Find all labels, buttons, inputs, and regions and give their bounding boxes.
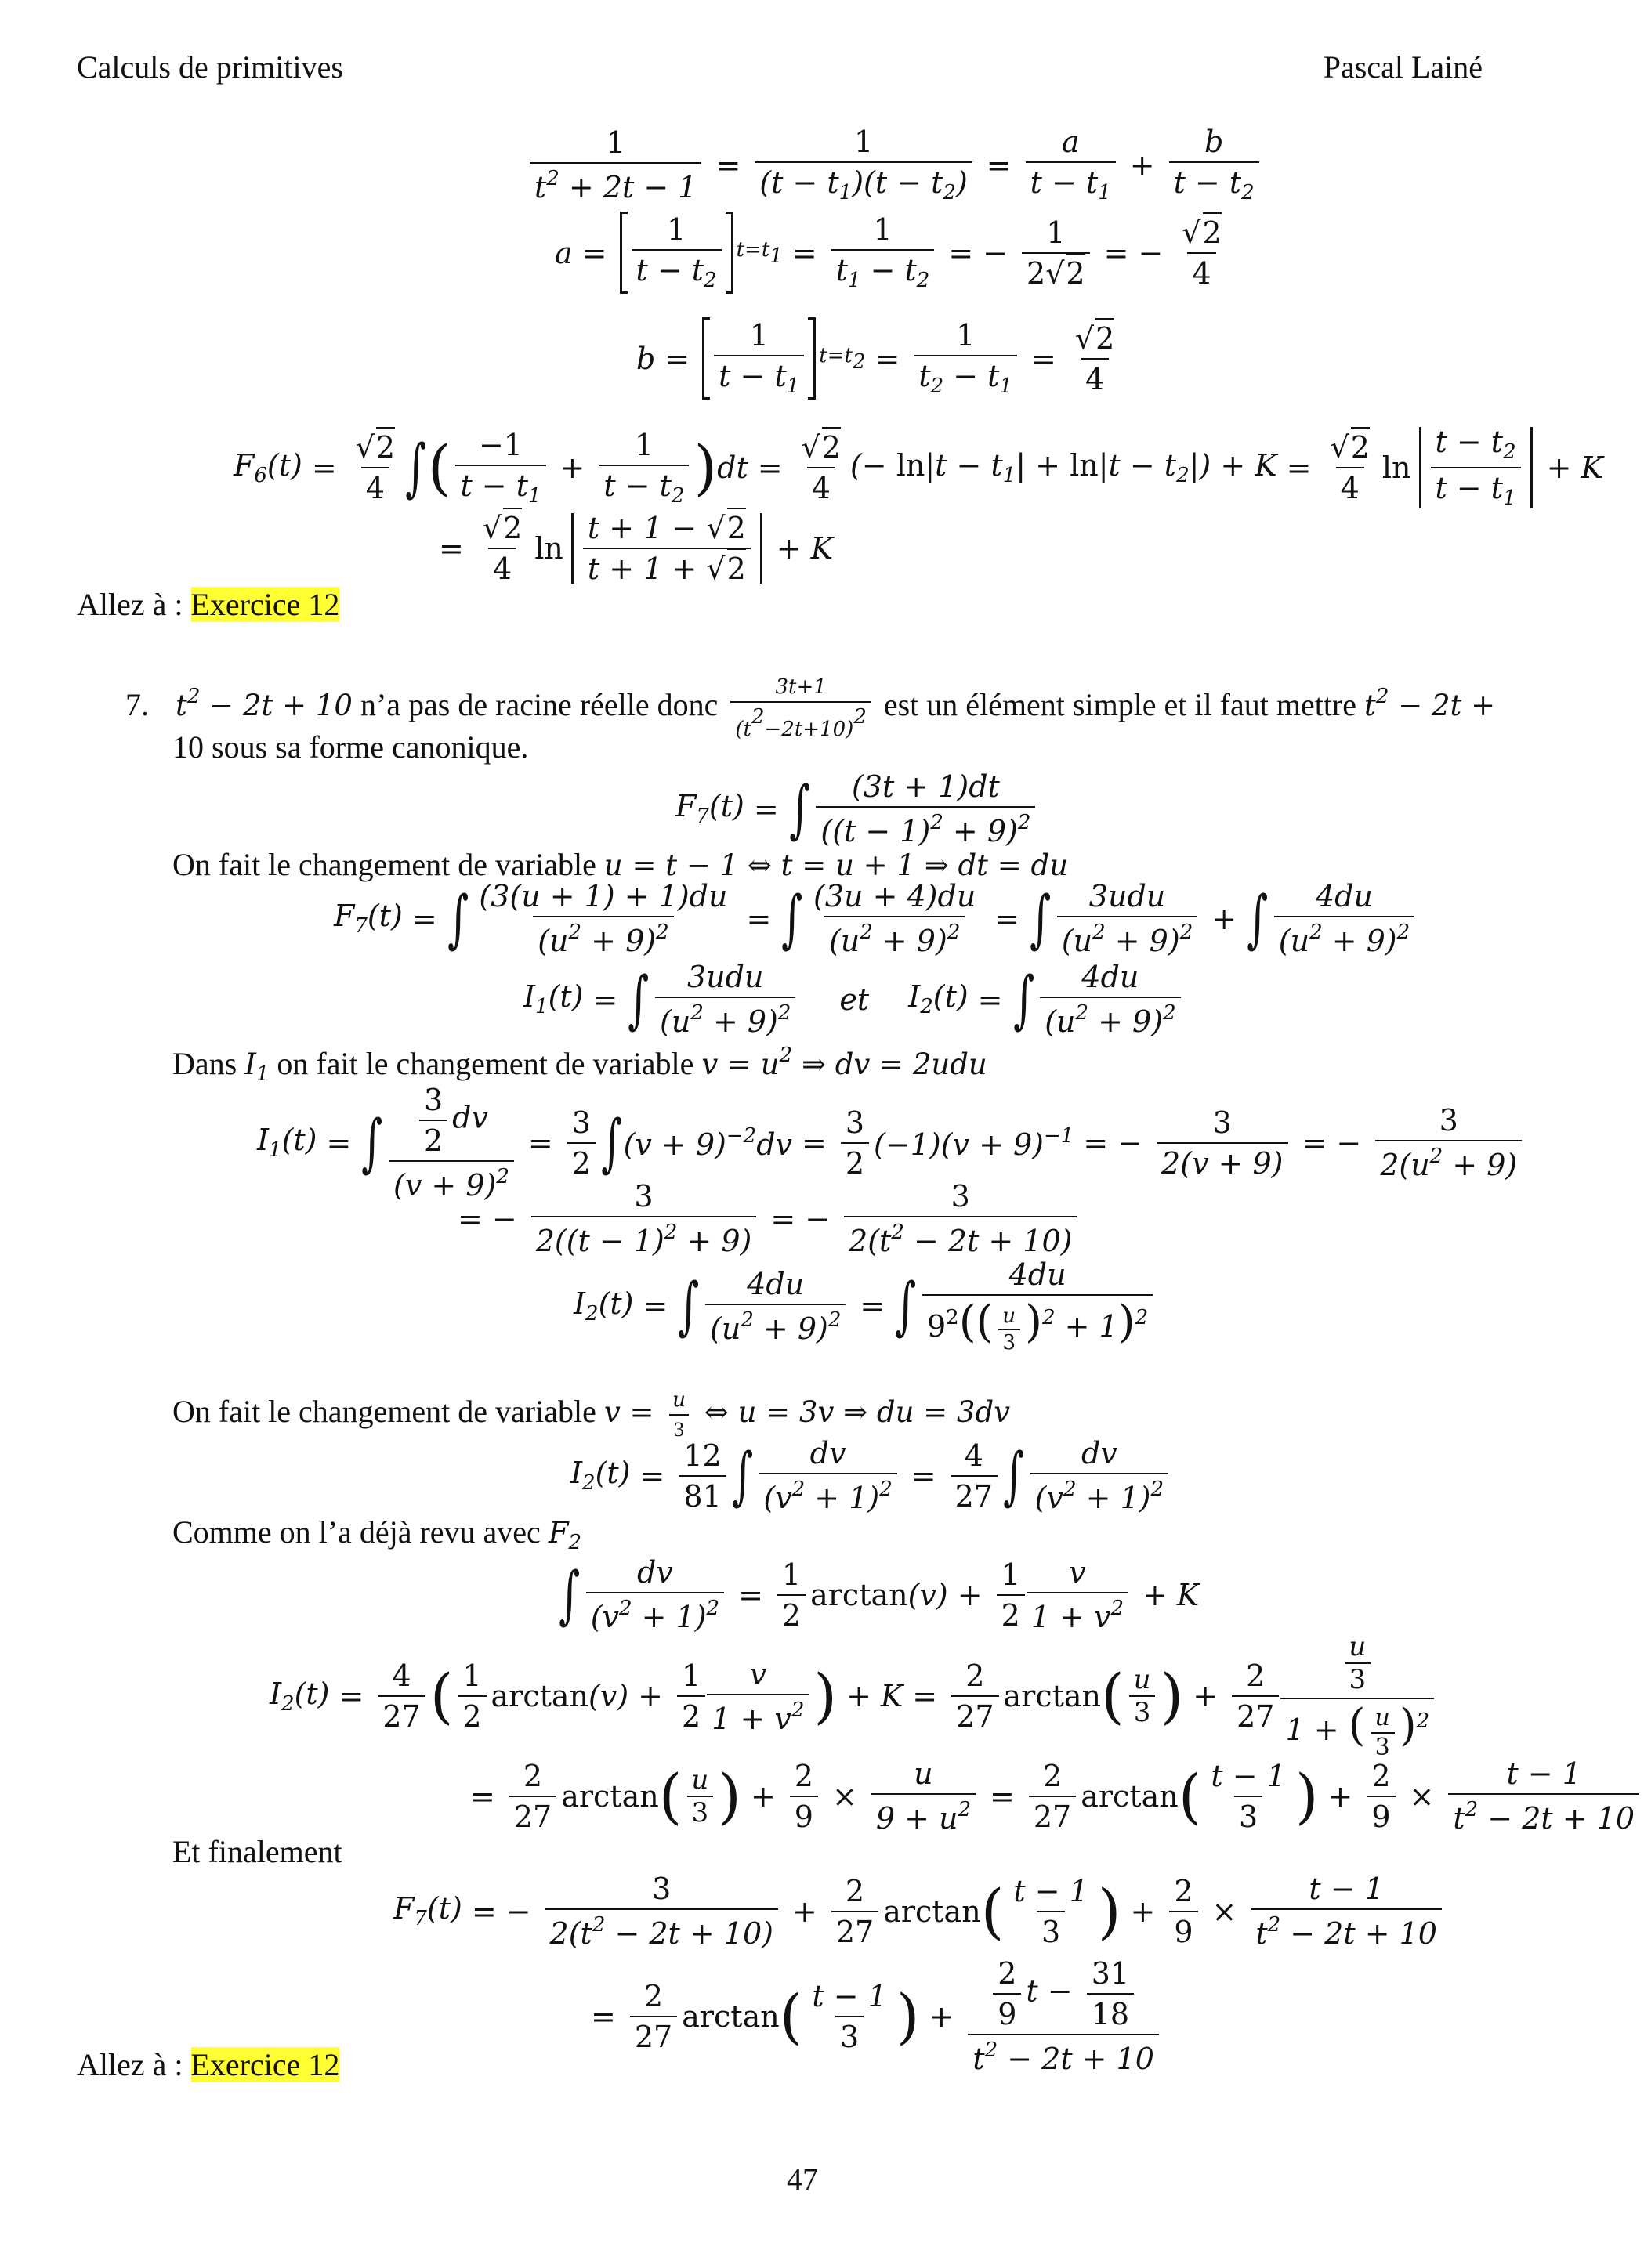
allez-label: Allez à :	[77, 587, 191, 622]
change-variable-1-label: On fait le changement de variable	[172, 847, 604, 882]
change-variable-2-label: On fait le changement de variable	[172, 1394, 604, 1430]
equation-i1: $I_1(t)$ = ∫ $\frac{3}{2}$ dv $(v + 9)^2$ = $\frac{3}{2}$ ∫ $(v + 9)^{-2}dv$ = $\frac{3}{2}$ $(-1)(v + 9)^{-1}$ = − $\frac{3}{2(v + 9)}$ = − $\frac{3}{2(u^2 + 9)}$	[257, 1085, 1526, 1200]
item7-text-b: est un élément simple et il faut mettre	[883, 687, 1365, 723]
comme-label: Comme on l’a déjà revu avec	[172, 1514, 549, 1550]
dans-label: Dans	[172, 1046, 245, 1081]
equation-i2-result: $I_2(t)$ = $\frac{4}{27}$ ( $\frac{1}{2}$ arctan(v) + $\frac{1}{2}$ $\frac{v}{1 + v^2}$ ) + K = $\frac{2}{27}$ arctan ( $\frac{u}{3}$ ) + $\frac{2}{27}$ $\frac{u}{3}$ 1 + ( $\frac{u}{3}$ )$^2$	[270, 1633, 1439, 1760]
finalement-line: Et finalement	[172, 1834, 342, 1869]
change-variable-1: On fait le changement de variable u = t − 1 ⇔ t = u + 1 ⇒ dt = du	[172, 847, 1069, 882]
item7-line2: 10 sous sa forme canonique.	[172, 729, 529, 765]
equation-f6: $F_6(t)$ = $\frac{√2}{4}$ ∫ ( $\frac{-1}{t - t_1}$ + $\frac{1}{t - t_2}$ ) dt = $\frac{√2}{4}$ (− $\ln|t - t_1| + \ln|t - t_2|) + K$ = $\frac{√2}{4}$ ln $\frac{t - t_2}{t - t_1}$ + K	[234, 425, 1603, 510]
header-author: Pascal Lainé	[1323, 49, 1483, 85]
item7-text-a: n’a pas de racine réelle donc	[352, 687, 726, 723]
equation-i2: $I_2(t)$ = ∫ $\frac{4du}{(u^2 + 9)^2}$ = ∫ 4du $9^2$(( $\frac{u}{3}$ )$^2$ + 1)$^2$	[574, 1260, 1157, 1353]
dans-i1-line: Dans $I_1$ on fait le changement de variable $v = u^2$ ⇒ dv = 2udu	[172, 1044, 987, 1086]
dans-label-b: on fait le changement de variable	[269, 1046, 702, 1081]
equation-i2-simplified: = $\frac{2}{27}$ arctan ( $\frac{u}{3}$ ) + $\frac{2}{9}$ × $\frac{u}{9 + u^2}$ = $\frac{2}{27}$ arctan ( $\frac{t - 1}{3}$ ) + $\frac{2}{9}$ × $\frac{t - 1}{t^2 - 2t + 10}$	[461, 1759, 1644, 1833]
equation-partial-fractions: $\frac{1}{t^2 + 2t - 1}$ = $\frac{1}{(t - t_1)(t - t_2)}$ = $\frac{a}{t - t_1}$ + $\frac{b}{t - t_2}$	[525, 127, 1264, 203]
equation-i1-i2-def: $I_1(t)$ = ∫ $\frac{\text{3udu}}{(u^2 + 9)^2}$ et $I_2(t)$ = ∫ $\frac{4du}{(u^2 + 9)^2}$	[523, 962, 1186, 1036]
allez-label: Allez à :	[77, 2047, 191, 2082]
header-title: Calculs de primitives	[77, 49, 343, 85]
equation-f7-final: = $\frac{2}{27}$ arctan ( $\frac{t - 1}{3}$ ) + $\frac{2}{9}$ t − $\frac{31}{18}$ $t^2 - 2t + 10$	[581, 1959, 1164, 2074]
equation-f2-recall: ∫ $\frac{dv}{(v^2 + 1)^2}$ = $\frac{1}{2}$ arctan(v) + $\frac{1}{2}$ $\frac{v}{1 + v^2}$ + K	[559, 1555, 1200, 1634]
allez-line-2	[77, 2046, 339, 2083]
item7-number: 7.	[125, 687, 149, 723]
page-number: 47	[787, 2161, 818, 2197]
item7-line1: 7. $t^2 - 2t + 10$ n’a pas de racine réelle donc $\frac{3t+1}{(t^2-2t+10)^2}$ est un élément simple et il faut mettre $t^2 - 2t$ +	[125, 675, 1496, 741]
exercise-12-link[interactable]: Exercice 12	[190, 587, 340, 622]
change-variable-2: On fait le changement de variable v = $\frac{u}{3}$ ⇔ u = 3v ⇒ du = 3dv	[172, 1388, 1011, 1441]
equation-i1-t: = − $\frac{3}{2((t - 1)^2 + 9)}$ = − $\frac{3}{2(t^2 - 2t + 10)}$	[448, 1181, 1081, 1256]
allez-line-1	[77, 586, 339, 623]
equation-coefficient-b: b = $\frac{1}{t - t_1}$ $t=t_2$ = $\frac{1}{t_2 - t_1}$ = $\frac{√2}{4}$	[636, 318, 1115, 398]
equation-f7-u: $F_7(t)$ = ∫ $\frac{(3(u + 1) + 1)du}{(u^2 + 9)^2}$ = ∫ $\frac{(3u + 4)du}{(u^2 + 9)^2}$ = ∫ $\frac{\text{3udu}}{(u^2 + 9)^2}$ + ∫ $\frac{4du}{(u^2 + 9)^2}$	[334, 881, 1419, 956]
exercise-12-link[interactable]: Exercice 12	[190, 2047, 340, 2082]
equation-i2-v: $I_2(t)$ = $\frac{12}{81}$ ∫ $\frac{dv}{(v^2 + 1)^2}$ = $\frac{4}{27}$ ∫ $\frac{dv}{(v^2 + 1)^2}$	[570, 1438, 1173, 1513]
comme-line: Comme on l’a déjà revu avec $F_2$	[172, 1514, 582, 1554]
equation-f6-final: = $\frac{√2}{4}$ ln $\frac{t + 1 - √2}{t + 1 + √2}$ + K	[429, 513, 833, 584]
equation-f7-def: $F_7(t)$ = ∫ $\frac{(3t + 1)dt}{((t - 1)^2 + 9)^2}$	[675, 772, 1040, 846]
equation-coefficient-a: a = $\frac{1}{t - t_2}$ $t=t_1$ = $\frac{1}{t_1 - t_2}$ = − $\frac{1}{2√2}$ = − $\frac{√2}{4}$	[555, 212, 1222, 292]
equation-f7-result: $F_7(t)$ = − $\frac{3}{2(t^2 - 2t + 10)}$ + $\frac{2}{27}$ arctan ( $\frac{t - 1}{3}$ ) + $\frac{2}{9}$ × $\frac{t - 1}{t^2 - 2t + 10}$	[393, 1874, 1447, 1948]
